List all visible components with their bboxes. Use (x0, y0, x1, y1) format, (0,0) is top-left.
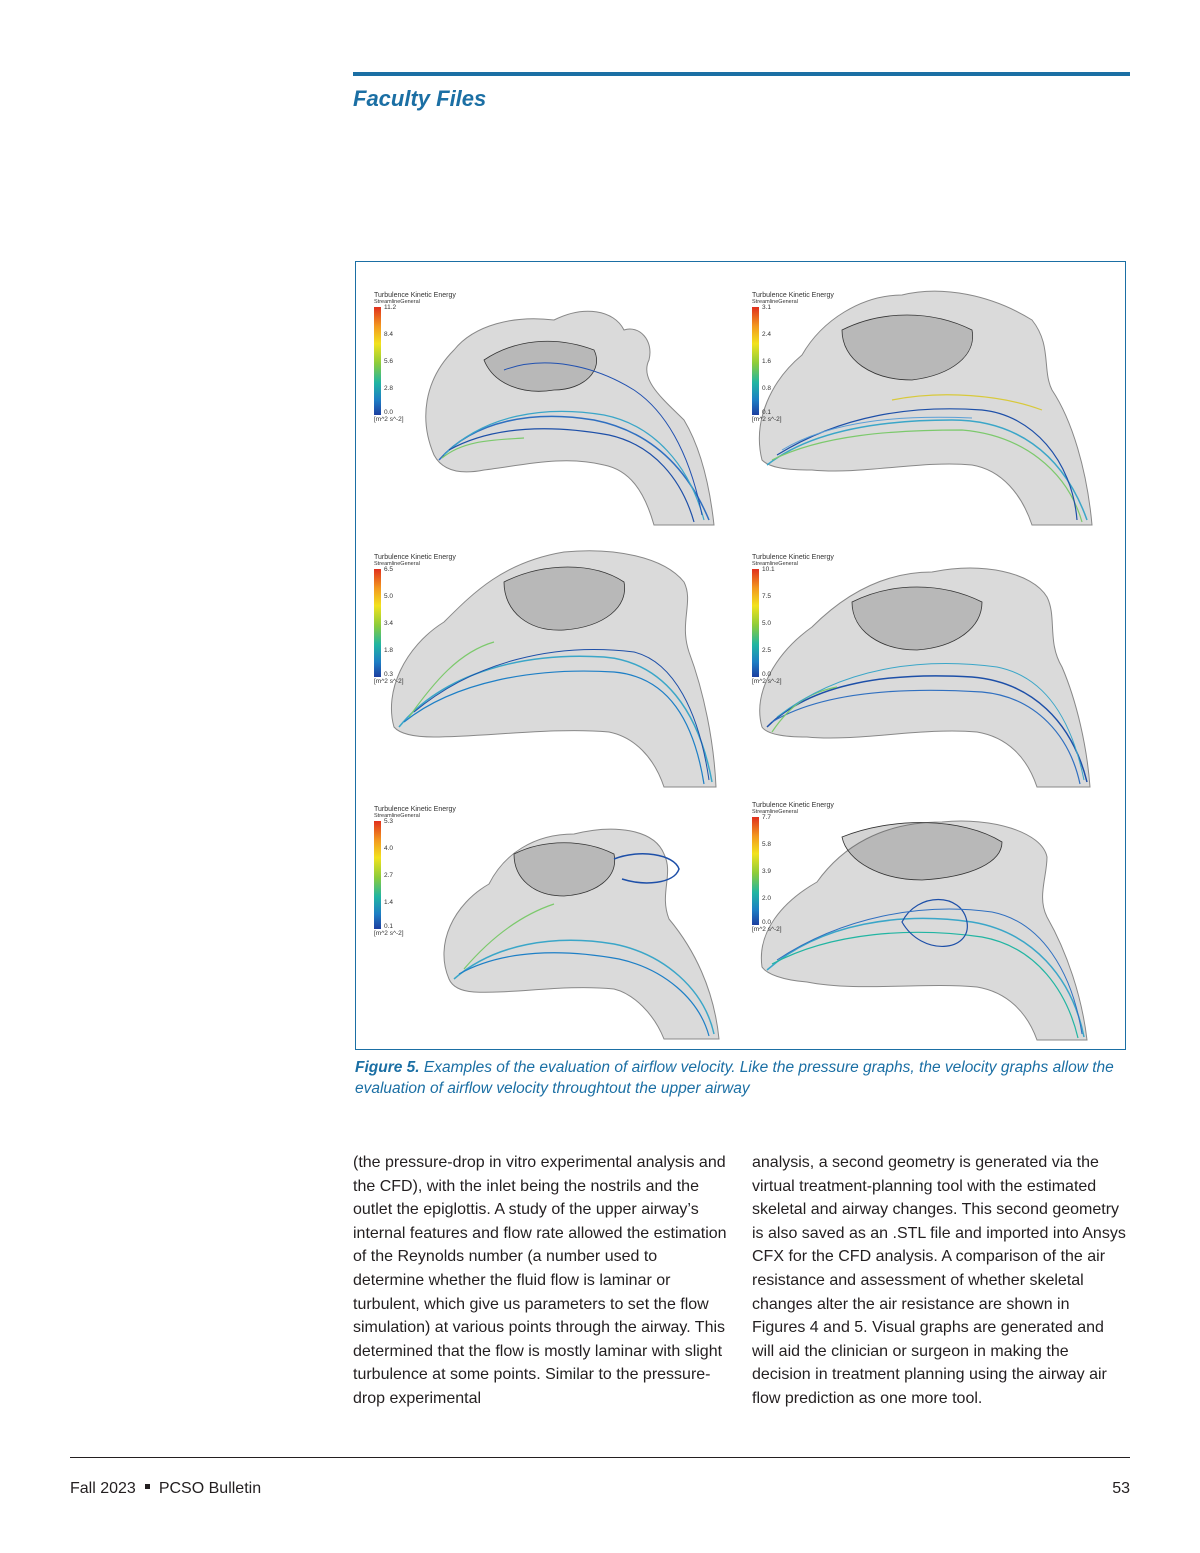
legend-title: Turbulence Kinetic Energy (752, 292, 834, 299)
scale-unit: [m^2 s^-2] (752, 416, 782, 423)
scale-tick: 5.8 (762, 841, 772, 848)
scale-tick: 2.5 (762, 647, 772, 654)
legend-subtitle: StreamlineGeneral (374, 813, 420, 819)
legend-subtitle: StreamlineGeneral (752, 299, 798, 305)
color-scale-bar (374, 569, 381, 677)
footer-separator (145, 1484, 150, 1489)
footer-issue-info (70, 1480, 261, 1498)
scale-unit: [m^2 s^-2] (752, 678, 782, 685)
scale-tick: 0.8 (762, 385, 772, 392)
cfd-panel-2 (742, 270, 1118, 528)
scale-tick: 7.5 (762, 593, 772, 600)
figure-5 (355, 261, 1126, 1050)
body-column-right: analysis, a second geometry is generated via the virtual treatment-planning tool with the estimated skeletal and airway changes. This second geometry is also saved as an .STL file and imported into Ansys CFX for the CFD analysis. A comparison of the air resistance and assessment of whether skeletal changes alter the air resistance are shown in Figures 4 and 5. Visual graphs are generated and will aid the clinician or surgeon in making the decision in treatment planning using the airway air flow prediction as one more tool. (752, 1154, 1126, 1407)
scale-tick: 2.7 (384, 872, 394, 879)
scale-tick: 3.9 (762, 868, 772, 875)
scale-tick: 3.1 (762, 304, 772, 311)
scale-unit: [m^2 s^-2] (374, 678, 404, 685)
scale-tick: 1.6 (762, 358, 772, 365)
cfd-panel-6 (742, 802, 1118, 1060)
scale-tick: 0.0 (762, 919, 772, 926)
scale-tick: 4.0 (384, 845, 394, 852)
scale-tick: 10.1 (762, 566, 775, 573)
page-number: 53 (1112, 1480, 1130, 1497)
footer-issue: Fall 2023 (70, 1480, 136, 1497)
body-column-left: (the pressure-drop in vitro experimental analysis and the CFD), with the inlet being the nostrils and the outlet the epiglottis. A study of the upper airway’s internal features and flow rate allowed the estimation of the Reynolds number (a number used to determine whether the fluid flow is laminar or turbulent, which give us parameters to set the flow simulation) at various points through the airway. This determined that the flow is mostly laminar with slight turbulence at some points. Similar to the pressure-drop experimental (353, 1154, 727, 1407)
scale-tick: 3.4 (384, 620, 394, 627)
scale-tick: 5.0 (762, 620, 772, 627)
airway-streamline-render (742, 802, 1118, 1042)
scale-tick: 5.6 (384, 358, 394, 365)
legend-subtitle: StreamlineGeneral (752, 809, 798, 815)
scale-unit: [m^2 s^-2] (374, 416, 404, 423)
figure-caption-text: Examples of the evaluation of airflow velocity. Like the pressure graphs, the velocity graphs allow the evaluation of airflow velocity throughtout the upper airway (355, 1059, 1114, 1097)
scale-tick: 0.1 (384, 923, 394, 930)
scale-tick: 0.0 (762, 671, 772, 678)
airway-streamline-render (742, 532, 1118, 790)
scale-tick: 2.4 (762, 331, 772, 338)
legend-title: Turbulence Kinetic Energy (752, 802, 834, 809)
scale-unit: [m^2 s^-2] (374, 930, 404, 937)
figure-caption-label: Figure 5. (355, 1059, 420, 1076)
figure-caption (355, 1057, 1130, 1099)
scale-tick: 0.1 (762, 409, 772, 416)
footer-publication: PCSO Bulletin (158, 1480, 262, 1497)
airway-streamline-render (742, 270, 1118, 528)
scale-tick: 2.0 (762, 895, 772, 902)
color-scale-bar (752, 307, 759, 415)
scale-tick: 11.2 (384, 304, 397, 311)
footer-rule (70, 1457, 1130, 1458)
cfd-panel-4 (742, 532, 1118, 790)
scale-tick: 5.0 (384, 593, 394, 600)
airway-streamline-render (364, 784, 740, 1042)
scale-tick: 7.7 (762, 814, 772, 821)
scale-tick: 1.4 (384, 899, 394, 906)
legend-subtitle: StreamlineGeneral (374, 299, 420, 305)
scale-tick: 0.3 (384, 671, 394, 678)
scale-tick: 8.4 (384, 331, 394, 338)
scale-tick: 6.5 (384, 566, 394, 573)
airway-streamline-render (364, 532, 740, 790)
scale-tick: 1.8 (384, 647, 394, 654)
color-scale-bar (752, 817, 759, 925)
color-scale-bar (374, 821, 381, 929)
scale-tick: 2.8 (384, 385, 394, 392)
legend-subtitle: StreamlineGeneral (752, 561, 798, 567)
scale-tick: 0.0 (384, 409, 394, 416)
legend-subtitle: StreamlineGeneral (374, 561, 420, 567)
legend-title: Turbulence Kinetic Energy (374, 292, 456, 299)
legend-title: Turbulence Kinetic Energy (374, 554, 456, 561)
cfd-panel-3 (364, 532, 740, 790)
airway-streamline-render (364, 270, 740, 528)
scale-tick: 5.3 (384, 818, 394, 825)
cfd-panel-5 (364, 784, 740, 1042)
color-scale-bar (752, 569, 759, 677)
section-title: Faculty Files (353, 86, 487, 111)
color-scale-bar (374, 307, 381, 415)
scale-unit: [m^2 s^-2] (752, 926, 782, 933)
cfd-panel-1 (364, 270, 740, 528)
legend-title: Turbulence Kinetic Energy (752, 554, 834, 561)
top-rule (353, 72, 1130, 76)
legend-title: Turbulence Kinetic Energy (374, 806, 456, 813)
